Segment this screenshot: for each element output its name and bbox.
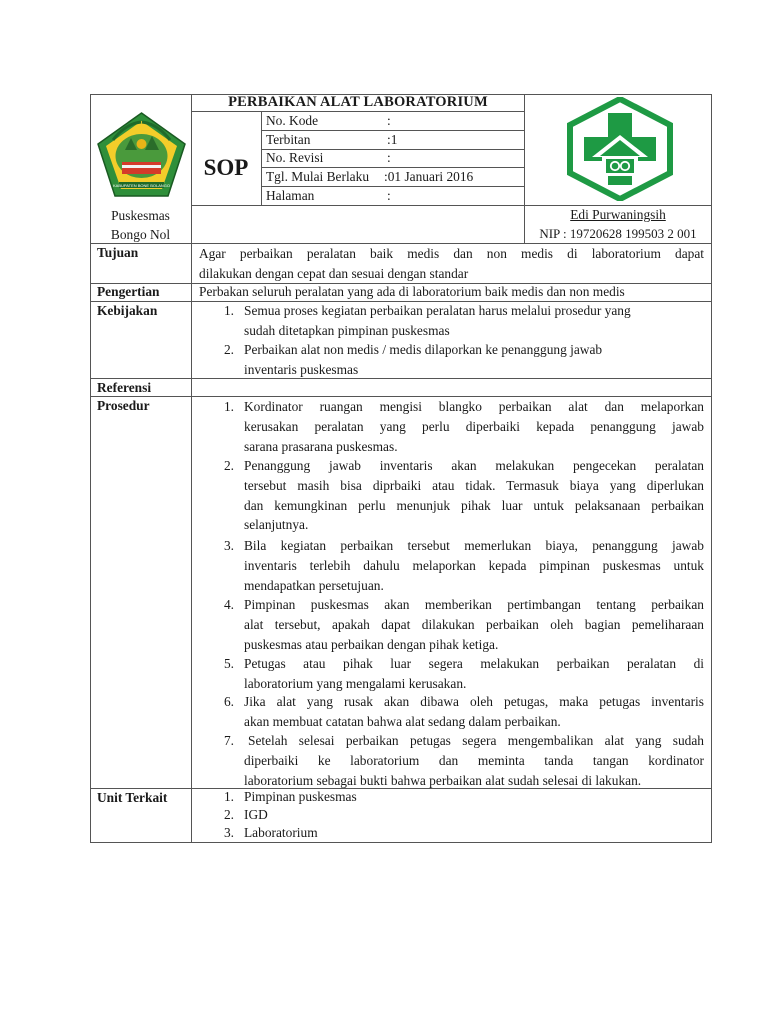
unit-num: 3. bbox=[223, 825, 234, 840]
unit-num: 1. bbox=[223, 789, 234, 804]
prosedur-line: Pimpinan puskesmas akan memberikan pertimbangan tentang perbaikan bbox=[244, 597, 704, 612]
section-label-kebijakan: Kebijakan bbox=[97, 303, 158, 318]
signer-name: Edi Purwaningsih bbox=[570, 207, 666, 222]
title-underline bbox=[191, 111, 525, 112]
kebijakan-line: Semua proses kegiatan perbaikan peralatan harus melalui prosedur yang bbox=[244, 303, 631, 318]
field-label-halaman: Halaman bbox=[266, 188, 315, 203]
section-label-prosedur: Prosedur bbox=[97, 398, 150, 413]
prosedur-line: kerusakan peralatan yang perlu diperbaiki kepada penanggung jawab bbox=[244, 418, 704, 434]
prosedur-item bbox=[244, 595, 704, 654]
field-value-halaman: : bbox=[387, 188, 391, 203]
puskesmas-label: Puskesmas bbox=[111, 208, 170, 223]
prosedur-item bbox=[244, 456, 704, 535]
prosedur-item bbox=[244, 692, 704, 732]
field-value-no-kode: : bbox=[387, 113, 391, 128]
puskesmas-cross-house-logo-icon bbox=[566, 97, 674, 201]
prosedur-line: puskesmas atau perbaikan dengan pihak ketiga. bbox=[244, 636, 499, 652]
kebijakan-item bbox=[244, 340, 684, 380]
prosedur-line: Setelah selesai perbaikan petugas segera mengembalikan alat yang sudah bbox=[248, 733, 704, 748]
label-column-divider bbox=[191, 94, 192, 843]
field-value-no-revisi: : bbox=[387, 150, 391, 165]
prosedur-line: akan membuat catatan bahwa alat sedang dalam perbaikan. bbox=[244, 713, 561, 729]
field-label-no-revisi: No. Revisi bbox=[266, 150, 324, 165]
pengertian-text: Perbakan seluruh peralatan yang ada di laboratorium baik medis dan non medis bbox=[199, 284, 625, 299]
unit-num: 2. bbox=[223, 807, 234, 822]
section-label-pengertian: Pengertian bbox=[97, 284, 160, 299]
sop-column-divider bbox=[261, 111, 262, 205]
prosedur-line: dan kemungkinan perlu menunjuk pihak luar untuk pelaksanaan perbaikan bbox=[244, 497, 704, 513]
signer-nip: NIP : 19720628 199503 2 001 bbox=[539, 226, 697, 241]
kebijakan-line: inventaris puskesmas bbox=[244, 361, 359, 377]
puskesmas-name: Bongo Nol bbox=[110, 227, 171, 242]
prosedur-item bbox=[244, 654, 704, 694]
field-label-tgl-mulai: Tgl. Mulai Berlaku bbox=[266, 169, 370, 184]
prosedur-num: 2. bbox=[223, 458, 234, 473]
prosedur-num: 7. bbox=[223, 733, 234, 748]
kebijakan-num: 2. bbox=[223, 342, 234, 357]
prosedur-line: laboratorium sebagai bukti bahwa perbaikan alat sudah selesai di lakukan. bbox=[244, 772, 642, 788]
prosedur-line: inventaris terlebih dahulu melaporkan kepada pimpinan puskesmas untuk bbox=[244, 557, 704, 573]
prosedur-num: 6. bbox=[223, 694, 234, 709]
field-label-terbitan: Terbitan bbox=[266, 132, 311, 147]
prosedur-num: 4. bbox=[223, 597, 234, 612]
kebijakan-item bbox=[244, 301, 684, 341]
bone-bolango-emblem-icon bbox=[95, 110, 188, 200]
section-label-referensi: Referensi bbox=[97, 380, 152, 395]
kebijakan-line: Perbaikan alat non medis / medis dilaporkan ke penanggung jawab bbox=[244, 342, 603, 357]
prosedur-line: laboratorium yang mengalami kerusakan. bbox=[244, 675, 467, 691]
section-label-unit-terkait: Unit Terkait bbox=[97, 790, 168, 805]
kebijakan-num: 1. bbox=[223, 303, 234, 318]
prosedur-line: Bila kegiatan perbaikan tersebut memerlukan biaya, penanggung jawab bbox=[244, 538, 704, 553]
section-label-tujuan: Tujuan bbox=[97, 245, 139, 260]
tujuan-line: Agar perbaikan peralatan baik medis dan non medis di laboratorium dapat bbox=[199, 246, 704, 261]
prosedur-num: 5. bbox=[223, 656, 234, 671]
unit-item: IGD bbox=[244, 807, 268, 822]
field-value-tgl-mulai: :01 Januari 2016 bbox=[384, 169, 474, 184]
prosedur-line: Petugas atau pihak luar segera melakukan perbaikan peralatan di bbox=[244, 656, 704, 671]
emblem-caption: KABUPATEN BONE BOLANGO bbox=[113, 183, 170, 188]
prosedur-item bbox=[244, 536, 704, 595]
prosedur-num: 1. bbox=[223, 399, 234, 414]
prosedur-line: selanjutnya. bbox=[244, 517, 309, 533]
prosedur-line: mendapatkan persetujuan. bbox=[244, 577, 384, 593]
tujuan-line: dilakukan dengan cepat dan sesuai dengan standar bbox=[199, 265, 469, 281]
field-value-terbitan: :1 bbox=[387, 132, 398, 147]
field-label-no-kode: No. Kode bbox=[266, 113, 319, 128]
unit-item: Laboratorium bbox=[244, 825, 318, 840]
prosedur-line: Kordinator ruangan mengisi blangko perbaikan alat dan melaporkan bbox=[244, 399, 704, 414]
prosedur-item bbox=[244, 731, 704, 790]
prosedur-num: 3. bbox=[223, 538, 234, 553]
prosedur-item bbox=[244, 397, 704, 456]
document-title: PERBAIKAN ALAT LABORATORIUM bbox=[228, 94, 488, 110]
prosedur-line: Penanggung jawab inventaris akan melakukan pengecekan peralatan bbox=[244, 458, 704, 473]
prosedur-line: Jika alat yang rusak akan dibawa oleh petugas, maka petugas inventaris bbox=[244, 694, 704, 709]
kebijakan-line: sudah ditetapkan pimpinan puskesmas bbox=[244, 322, 450, 338]
prosedur-line: tersebut masih bisa diprbaiki atau tidak. Termasuk biaya yang diperlukan bbox=[244, 477, 704, 493]
tujuan-text bbox=[199, 244, 704, 284]
sop-label: SOP bbox=[203, 155, 249, 180]
unit-item: Pimpinan puskesmas bbox=[244, 789, 357, 804]
prosedur-line: alat tersebut, apakah dapat dilakukan perbaikan oleh bagian pemeliharaan bbox=[244, 616, 704, 632]
prosedur-line: sarana prasarana puskesmas. bbox=[244, 438, 398, 454]
table-border-bottom bbox=[90, 842, 712, 843]
prosedur-line: diperbaiki ke laboratorium dan meminta tanda tangan kordinator bbox=[244, 752, 704, 768]
